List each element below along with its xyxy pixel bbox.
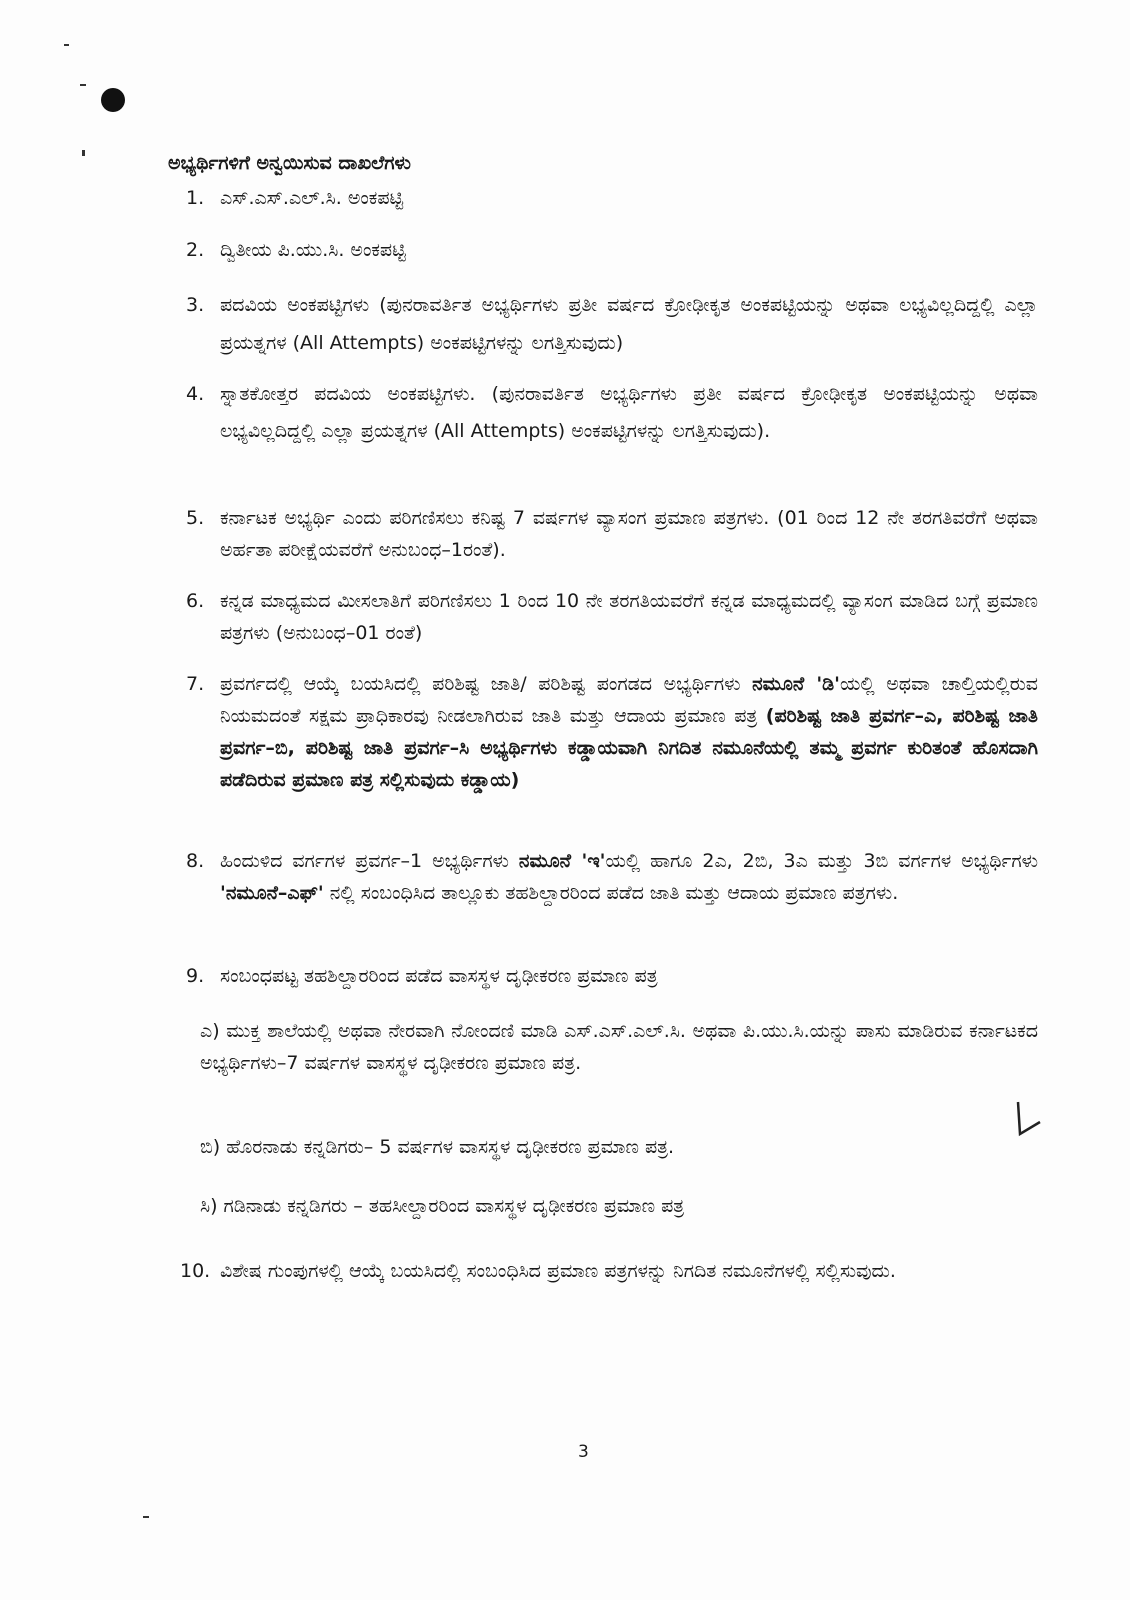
item-text-bold: ನಮೂನೆ 'ಇ' [518, 850, 606, 872]
item-text-part: ಯಲ್ಲಿ ಹಾಗೂ 2ಎ, 2ಬಿ, 3ಎ ಮತ್ತು 3ಬಿ ವರ್ಗಗಳ ಅಭ್ಯರ್ಥಿಗಳು [605, 850, 1038, 872]
item-number: 6. [186, 590, 205, 612]
item-number: 5. [186, 507, 205, 529]
list-item [186, 376, 1038, 450]
item-text: ದ್ವಿತೀಯ ಪಿ.ಯು.ಸಿ. ಅಂಕಪಟ್ಟಿ [220, 239, 406, 261]
scan-speck [64, 44, 69, 46]
item-number: 10. [180, 1260, 211, 1282]
item-number: 9. [186, 965, 205, 987]
section-heading: ಅಭ್ಯರ್ಥಿಗಳಿಗೆ ಅನ್ವಯಿಸುವ ದಾಖಲೆಗಳು [168, 152, 411, 174]
list-item [186, 960, 1038, 992]
sub-item-b: ಬಿ) ಹೊರನಾಡು ಕನ್ನಡಿಗರು– 5 ವರ್ಷಗಳ ವಾಸಸ್ಥಳ ದೃಢೀಕರಣ ಪ್ರಮಾಣ ಪತ್ರ. [200, 1136, 675, 1158]
item-number: 4. [186, 383, 205, 405]
item-text-part: ನಲ್ಲಿ ಸಂಬಂಧಿಸಿದ ತಾಲ್ಲೂಕು ತಹಶಿಲ್ದಾರರಿಂದ ಪಡೆದ ಜಾತಿ ಮತ್ತು ಆದಾಯ ಪ್ರಮಾಣ ಪತ್ರಗಳು. [323, 882, 899, 904]
list-item [186, 668, 1038, 796]
item-text: ಎಸ್.ಎಸ್.ಎಲ್.ಸಿ. ಅಂಕಪಟ್ಟಿ [220, 187, 404, 209]
list-item [186, 286, 1038, 362]
item-text: ಸಂಬಂಧಪಟ್ಟ ತಹಶಿಲ್ದಾರರಿಂದ ಪಡೆದ ವಾಸಸ್ಥಳ ದೃಢೀಕರಣ ಪ್ರಮಾಣ ಪತ್ರ [220, 965, 658, 987]
list-item [186, 182, 1038, 214]
scan-speck [143, 1516, 149, 1518]
item-text [220, 668, 1038, 796]
item-number: 8. [186, 850, 205, 872]
item-text-part: ಪ್ರವರ್ಗದಲ್ಲಿ ಆಯ್ಕೆ ಬಯಸಿದಲ್ಲಿ ಪರಿಶಿಷ್ಟ ಜಾತಿ/ ಪರಿಶಿಷ್ಟ ಪಂಗಡದ ಅಭ್ಯರ್ಥಿಗಳು [220, 673, 753, 695]
item-number: 7. [186, 673, 205, 695]
item-text: ವಿಶೇಷ ಗುಂಪುಗಳಲ್ಲಿ ಆಯ್ಕೆ ಬಯಸಿದಲ್ಲಿ ಸಂಬಂಧಿಸಿದ ಪ್ರಮಾಣ ಪತ್ರಗಳನ್ನು ನಿಗದಿತ ನಮೂನೆಗಳಲ್ಲಿ ಸಲ್ಲಿಸುವುದು. [220, 1260, 896, 1282]
item-text-bold: (ಪರಿಶಿಷ್ಟ ಜಾತಿ ಪ್ರವರ್ಗ–ಎ, ಪರಿಶಿಷ್ಟ ಜಾತಿ ಪ್ರವರ್ಗ–ಬಿ, ಪರಿಶಿಷ್ಟ ಜಾತಿ ಪ್ರವರ್ಗ–ಸಿ ಅಭ್ಯರ್ಥಿಗಳು ಕಡ್ಡಾಯವಾಗಿ ನಿಗದಿತ ನಮೂನೆಯಲ್ಲಿ ತಮ್ಮ ಪ್ರವರ್ಗ ಕುರಿತಂತೆ ಹೊಸದಾಗಿ ಪಡೆದಿರುವ ಪ್ರಮಾಣ ಪತ್ರ ಸಲ್ಲಿಸುವುದು ಕಡ್ಡಾಯ) [220, 705, 1038, 791]
list-item [186, 845, 1038, 909]
item-text: ಕರ್ನಾಟಕ ಅಭ್ಯರ್ಥಿ ಎಂದು ಪರಿಗಣಿಸಲು ಕನಿಷ್ಟ 7 ವರ್ಷಗಳ ವ್ಯಾಸಂಗ ಪ್ರಮಾಣ ಪತ್ರಗಳು. (01 ರಿಂದ 12 ನೇ ತರಗತಿವರೆಗೆ ಅಥವಾ ಅರ್ಹತಾ ಪರೀಕ್ಷೆಯವರೆಗೆ ಅನುಬಂಧ–1ರಂತೆ). [220, 507, 1038, 561]
list-item [186, 234, 1038, 266]
list-item [186, 585, 1038, 649]
sub-item-a: ಎ) ಮುಕ್ತ ಶಾಲೆಯಲ್ಲಿ ಅಥವಾ ನೇರವಾಗಿ ನೋಂದಣಿ ಮಾಡಿ ಎಸ್.ಎಸ್.ಎಲ್.ಸಿ. ಅಥವಾ ಪಿ.ಯು.ಸಿ.ಯನ್ನು ಪಾಸು ಮಾಡಿರುವ ಕರ್ನಾಟಕದ ಅಭ್ಯರ್ಥಿಗಳು–7 ವರ್ಷಗಳ ವಾಸಸ್ಥಳ ದೃಢೀಕರಣ ಪ್ರಮಾಣ ಪತ್ರ. [200, 1020, 1038, 1074]
list-item [186, 502, 1038, 566]
item-text-part: ಯಲ್ಲಿ ಅಥವಾ ಚಾಲ್ತಿಯಲ್ಲಿರುವ ನಿಯಮದಂತೆ ಸಕ್ಷಮ ಪ್ರಾಧಿಕಾರವು ನೀಡಲಾಗಿರುವ ಜಾತಿ ಮತ್ತು ಆದಾಯ ಪ್ರಮಾಣ ಪತ್ರ [220, 673, 1038, 727]
item-text: ಕನ್ನಡ ಮಾಧ್ಯಮದ ಮೀಸಲಾತಿಗೆ ಪರಿಗಣಿಸಲು 1 ರಿಂದ 10 ನೇ ತರಗತಿಯವರೆಗೆ ಕನ್ನಡ ಮಾಧ್ಯಮದಲ್ಲಿ ವ್ಯಾಸಂಗ ಮಾಡಿದ ಬಗ್ಗೆ ಪ್ರಮಾಣ ಪತ್ರಗಳು (ಅನುಬಂಧ–01 ರಂತೆ) [220, 590, 1038, 644]
item-number: 2. [186, 239, 205, 261]
item-text: ಪದವಿಯ ಅಂಕಪಟ್ಟಿಗಳು (ಪುನರಾವರ್ತಿತ ಅಭ್ಯರ್ಥಿಗಳು ಪ್ರತೀ ವರ್ಷದ ಕ್ರೋಢೀಕೃತ ಅಂಕಪಟ್ಟಿಯನ್ನು ಅಥವಾ ಲಭ್ಯವಿಲ್ಲದಿದ್ದಲ್ಲಿ ಎಲ್ಲಾ ಪ್ರಯತ್ನಗಳ (All Attempts) ಅಂಕಪಟ್ಟಿಗಳನ್ನು ಲಗತ್ತಿಸುವುದು) [220, 294, 1039, 354]
handwritten-tick-mark [1010, 1100, 1044, 1140]
item-text [220, 845, 1038, 909]
list-item [180, 1255, 1038, 1287]
punch-hole-mark [101, 88, 125, 112]
scan-speck [82, 150, 85, 156]
item-number: 1. [186, 187, 205, 209]
item-text-bold: ನಮೂನೆ 'ಡಿ' [752, 673, 840, 695]
item-text-part: ಹಿಂದುಳಿದ ವರ್ಗಗಳ ಪ್ರವರ್ಗ–1 ಅಭ್ಯರ್ಥಿಗಳು [220, 850, 519, 872]
item-number: 3. [186, 294, 205, 316]
sub-item-c: ಸಿ) ಗಡಿನಾಡು ಕನ್ನಡಿಗರು – ತಹಸೀಲ್ದಾರರಿಂದ ವಾಸಸ್ಥಳ ದೃಢೀಕರಣ ಪ್ರಮಾಣ ಪತ್ರ [200, 1195, 685, 1217]
item-text: ಸ್ನಾತಕೋತ್ತರ ಪದವಿಯ ಅಂಕಪಟ್ಟಿಗಳು. (ಪುನರಾವರ್ತಿತ ಅಭ್ಯರ್ಥಿಗಳು ಪ್ರತೀ ವರ್ಷದ ಕ್ರೋಢೀಕೃತ ಅಂಕಪಟ್ಟಿಯನ್ನು ಅಥವಾ ಲಭ್ಯವಿಲ್ಲದಿದ್ದಲ್ಲಿ ಎಲ್ಲಾ ಪ್ರಯತ್ನಗಳ (All Attempts) ಅಂಕಪಟ್ಟಿಗಳನ್ನು ಲಗತ್ತಿಸುವುದು). [220, 383, 1038, 442]
item-text-bold: 'ನಮೂನೆ–ಎಫ್' [220, 882, 324, 904]
scan-speck [80, 84, 86, 86]
page-number: 3 [578, 1442, 589, 1462]
